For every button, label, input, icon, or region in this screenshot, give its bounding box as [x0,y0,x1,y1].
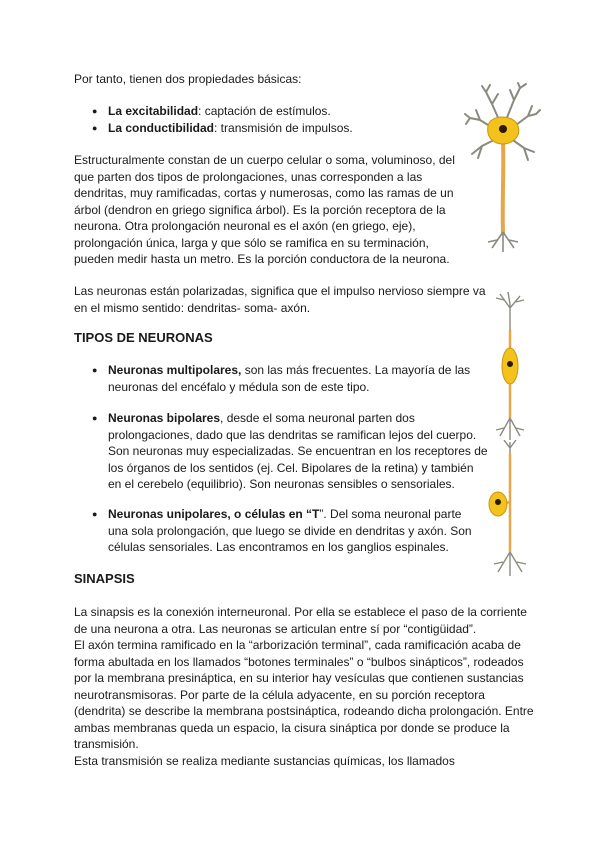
list-item-line: neuronas del encéfalo y médula son de este tipo. [108,379,370,394]
list-item-line: en el cerebelo (equilibrio). Son neuronas sensibles o sensoriales. [108,477,455,491]
bullet: ● [92,509,98,519]
paragraph-line: Las neuronas están polarizadas, significa que el impulso nervioso siempre va [74,284,486,298]
nucleus [507,361,513,367]
paragraph-line: en el mismo sentido: dendritas- soma- axón. [74,300,311,315]
axon-terminal [496,418,524,440]
list-item-line: una sola prolongación, que luego se divide en dendritas y axón. Son [108,523,472,538]
paragraph-line: El axón termina ramificado en la “arborización terminal”, cada ramificación acaba de [74,638,521,652]
bullet: ● [92,106,98,116]
list-item-unipolar: Neuronas unipolares, o células en “T”. Del soma neuronal parte [108,507,462,521]
paragraph-line: árbol (dendron en griego significa árbol). Es la porción receptora de la [74,202,446,217]
bipolar-neuron-illustration [490,290,530,442]
tipos-heading: TIPOS DE NEURONAS [74,330,213,345]
bullet: ● [92,365,98,375]
paragraph-line: por la membrana presináptica, en su interior hay vesículas que contienen sustancias [74,671,524,685]
multipolar-neuron-illustration [462,82,542,254]
sinapsis-heading: SINAPSIS [74,571,135,586]
bullet: ● [92,413,98,423]
paragraph-line: neurona. Otra prolongación neuronal es el axón (en griego, eje), [74,219,416,233]
paragraph-line: dendritas, muy ramificadas, cortas y numerosas, como las ramas de un [74,186,454,200]
paragraph-line: pueden medir hasta un metro. Es la porción conductora de la neurona. [74,252,450,266]
paragraph-line: Estructuralmente constan de un cuerpo celular o soma, voluminoso, del [74,153,455,167]
intro-text: Por tanto, tienen dos propiedades básicas: [74,72,302,86]
paragraph-line: prolongación única, larga y que sólo se ramifica en su terminación, [74,235,429,250]
axon-terminal [494,552,526,576]
paragraph-line: ambas membranas queda un espacio, la cisura sináptica por donde se produce la [74,720,510,735]
paragraph-line: La sinapsis es la conexión interneuronal. Por ella se establece el paso de la corriente [74,605,527,619]
axon [503,142,504,234]
list-item-line: Son neuronas muy especializadas. Se encuentran en los receptores de [108,444,488,458]
paragraph-line: neurotransmisoras. Por parte de la célula adyacente, en su porción receptora [74,687,485,702]
nucleus [495,499,501,505]
paragraph-line: transmisión. [74,737,139,751]
list-item-line: los órganos de los sentidos (ej. Cel. Bipolares de la retina) y también [108,460,474,475]
dendrites [496,292,524,330]
axon-terminal [488,232,518,252]
dendrites [504,440,516,454]
list-item-bipolar: Neuronas bipolares, desde el soma neuronal parten dos [108,411,415,425]
list-item-multipolar: Neuronas multipolares, son las más frecuentes. La mayoría de las [108,363,471,377]
paragraph-line: Esta transmisión se realiza mediante sustancias químicas, los llamados [74,753,455,768]
paragraph-line: forma abultada en los llamados “botones terminales” o “bulbos sinápticos”, rodeados [74,654,524,669]
unipolar-neuron-illustration [486,440,530,578]
bullet: ● [92,123,98,133]
nucleus [499,125,507,133]
paragraph-line: (dendrita) se describe la membrana postsináptica, rodeando dicha prolongación. Entre [74,704,534,718]
list-item-line: prolongaciones, dado que las dendritas se ramifican lejos del cuerpo. [108,427,477,442]
paragraph-line: que parten dos tipos de prolongaciones, unas corresponden a las [74,169,423,184]
paragraph-line: de una neurona a otra. Las neuronas se articulan entre sí por “contigüidad”. [74,621,477,636]
list-item: La conductibilidad: transmisión de impulsos. [108,121,353,135]
list-item-line: células sensoriales. Las encontramos en los ganglios espinales. [108,540,449,554]
list-item: La excitabilidad: captación de estímulos. [108,104,331,118]
